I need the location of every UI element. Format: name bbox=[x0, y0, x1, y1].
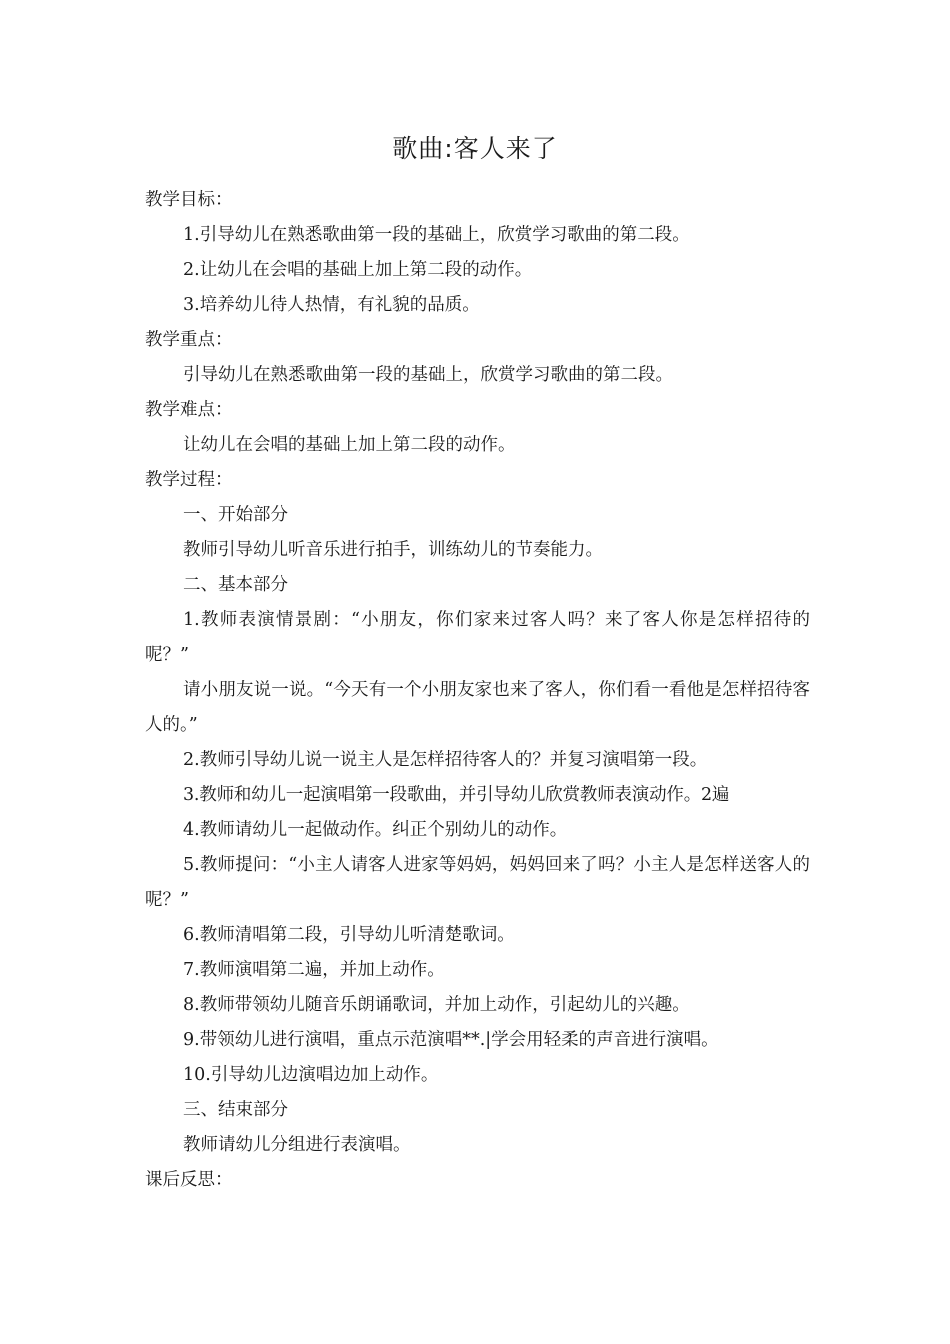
paragraph: 3.培养幼儿待人热情，有礼貌的品质。 bbox=[183, 295, 480, 315]
paragraph: 2.让幼儿在会唱的基础上加上第二段的动作。 bbox=[183, 260, 533, 280]
subsection-heading: 三、结束部分 bbox=[183, 1100, 288, 1120]
paragraph: 10.引导幼儿边演唱边加上动作。 bbox=[183, 1065, 439, 1085]
document-body bbox=[145, 183, 810, 1198]
paragraph: 引导幼儿在熟悉歌曲第一段的基础上，欣赏学习歌曲的第二段。 bbox=[183, 365, 673, 385]
paragraph: 5.教师提问：“小主人请客人进家等妈妈，妈妈回来了吗？小主人是怎样送客人的呢？” bbox=[145, 855, 810, 910]
paragraph: 教师请幼儿分组进行表演唱。 bbox=[183, 1135, 411, 1155]
paragraph: 3.教师和幼儿一起演唱第一段歌曲，并引导幼儿欣赏教师表演动作。2遍 bbox=[183, 785, 730, 805]
document-title: 歌曲:客人来了 bbox=[392, 134, 558, 163]
section-heading: 课后反思： bbox=[145, 1170, 233, 1190]
paragraph: 6.教师清唱第二段，引导幼儿听清楚歌词。 bbox=[183, 925, 515, 945]
paragraph: 1.教师表演情景剧：“小朋友，你们家来过客人吗？来了客人你是怎样招待的呢？” bbox=[145, 610, 810, 665]
subsection-heading: 一、开始部分 bbox=[183, 505, 288, 525]
paragraph: 7.教师演唱第二遍，并加上动作。 bbox=[183, 960, 445, 980]
paragraph: 9.带领幼儿进行演唱，重点示范演唱**.|学会用轻柔的声音进行演唱。 bbox=[183, 1030, 719, 1050]
paragraph: 教师引导幼儿听音乐进行拍手，训练幼儿的节奏能力。 bbox=[183, 540, 603, 560]
paragraph: 请小朋友说一说。“今天有一个小朋友家也来了客人，你们看一看他是怎样招待客人的。” bbox=[145, 680, 810, 735]
subsection-heading: 二、基本部分 bbox=[183, 575, 288, 595]
paragraph: 让幼儿在会唱的基础上加上第二段的动作。 bbox=[183, 435, 516, 455]
section-heading: 教学目标： bbox=[145, 190, 233, 210]
section-heading: 教学重点： bbox=[145, 330, 233, 350]
paragraph: 2.教师引导幼儿说一说主人是怎样招待客人的？并复习演唱第一段。 bbox=[183, 750, 708, 770]
paragraph: 1.引导幼儿在熟悉歌曲第一段的基础上，欣赏学习歌曲的第二段。 bbox=[183, 225, 690, 245]
paragraph: 4.教师请幼儿一起做动作。纠正个别幼儿的动作。 bbox=[183, 820, 568, 840]
paragraph: 8.教师带领幼儿随音乐朗诵歌词，并加上动作，引起幼儿的兴趣。 bbox=[183, 995, 690, 1015]
section-heading: 教学过程： bbox=[145, 470, 233, 490]
section-heading: 教学难点： bbox=[145, 400, 233, 420]
